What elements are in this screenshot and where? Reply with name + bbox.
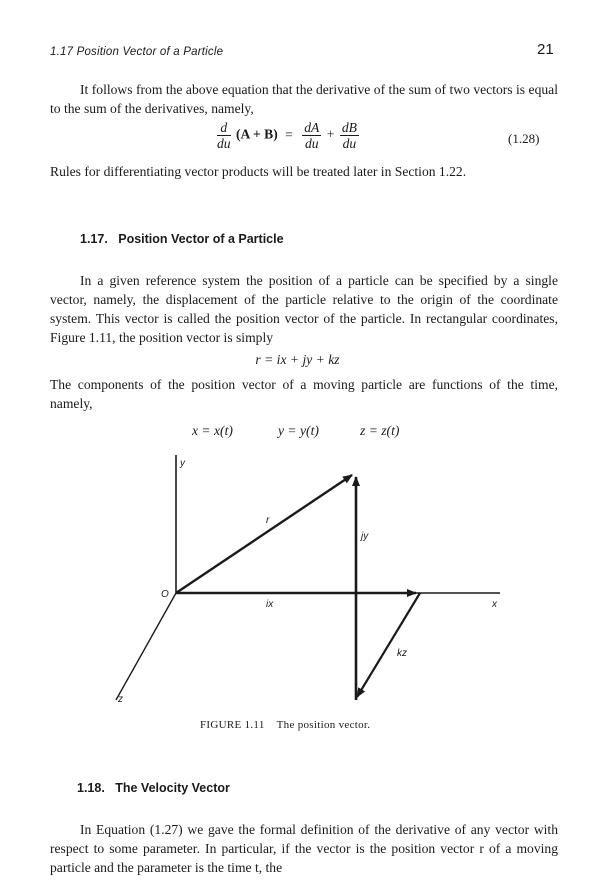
- equation-z-component: z = z(t): [360, 423, 400, 438]
- equation-position-vector: r = ix + jy + kz: [255, 352, 340, 367]
- eq-lhs-fraction: $\frac{d}{du}$: [217, 120, 231, 151]
- section-number: 1.17.: [80, 232, 108, 246]
- origin-label: O: [161, 589, 169, 600]
- paragraph-rules: Rules for differentiating vector products will be treated later in Section 1.22.: [50, 164, 467, 179]
- section-title: The Velocity Vector: [115, 781, 230, 795]
- y-axis-label: y: [180, 458, 185, 469]
- eq-equals-sign: =: [285, 126, 293, 142]
- section-number: 1.18.: [77, 781, 105, 795]
- paragraph-velocity-intro: In Equation (1.27) we gave the formal definition of the derivative of any vector with respect to some parameter. In particular, if the vector is the position vector r of a moving particle and the parameter is the time t, the: [50, 822, 558, 875]
- paragraph-position-vector: In a given reference system the position of a particle can be specified by a single vector, namely, the displacement of the particle relative to the origin of the coordinate system. This vector is called the position vector of the particle. In rectangular coordinates, Figure 1.11, the position vector is simply: [50, 273, 558, 345]
- equation-y-component: y = y(t): [278, 423, 319, 438]
- figure-caption-label: FIGURE 1.11: [200, 719, 265, 731]
- paragraph-components: The components of the position vector of a moving particle are functions of the time, namely,: [50, 377, 558, 411]
- vector-r-label: r: [266, 515, 270, 526]
- eq-lhs-argument: (A + B): [236, 126, 278, 142]
- vector-ix-label: ix: [266, 599, 274, 610]
- figure-caption: [200, 716, 370, 735]
- vector-r-arrow: [176, 475, 352, 593]
- running-header: 1.17 Position Vector of a Particle: [50, 46, 224, 58]
- eq-term1-fraction: $\frac{dA}{du}$: [304, 120, 320, 151]
- vector-jy-label: jy: [361, 531, 369, 542]
- section-title: Position Vector of a Particle: [118, 232, 284, 246]
- equation-number-1-28: (1.28): [508, 131, 540, 146]
- page-number: 21: [537, 41, 554, 58]
- paragraph-derivative-sum: It follows from the above equation that the derivative of the sum of two vectors is equal to the sum of the derivatives, namely,: [50, 82, 558, 116]
- equation-x-component: x = x(t): [192, 423, 233, 438]
- eq-term2-fraction: $\frac{dB}{du}$: [341, 120, 357, 151]
- section-heading-1-18: [77, 779, 230, 798]
- x-axis-label: x: [492, 599, 497, 610]
- z-axis-label: z: [118, 694, 123, 705]
- eq-plus-sign: +: [326, 126, 335, 142]
- vector-kz-label: kz: [397, 648, 407, 659]
- vector-kz-arrow: [357, 593, 420, 697]
- z-axis-line: [116, 593, 176, 700]
- figure-caption-text: The position vector.: [276, 719, 371, 731]
